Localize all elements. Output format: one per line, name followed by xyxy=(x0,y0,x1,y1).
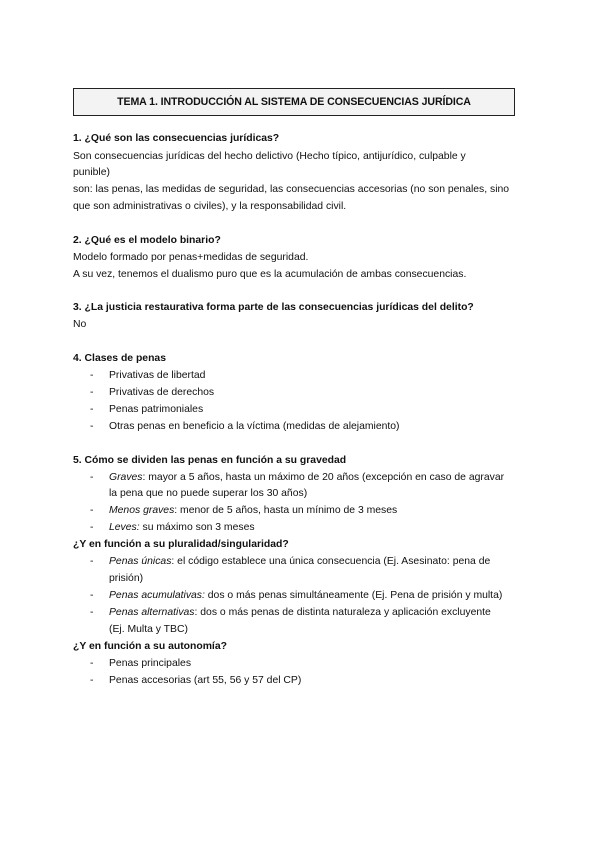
bullet-dash: - xyxy=(90,675,94,686)
list-item xyxy=(90,589,502,602)
list-item xyxy=(90,403,203,416)
bullet-dash: - xyxy=(90,607,94,618)
bullet-dash: - xyxy=(90,387,94,398)
q1-line: punible) xyxy=(73,167,110,178)
document-title: TEMA 1. INTRODUCCIÓN AL SISTEMA DE CONSECUENCIAS JURÍDICA xyxy=(73,88,515,116)
list-item-text: Penas patrimoniales xyxy=(109,404,204,415)
q1-line: Son consecuencias jurídicas del hecho delictivo (Hecho típico, antijurídico, culpable y xyxy=(73,151,466,162)
list-item-term: Penas alternativas xyxy=(109,607,195,618)
q1-heading: 1. ¿Qué son las consecuencias jurídicas? xyxy=(73,133,280,144)
list-item-text: su máximo son 3 meses xyxy=(139,522,255,533)
list-item xyxy=(90,504,397,517)
list-item-text: : el código establece una única consecuencia (Ej. Asesinato: pena de xyxy=(171,556,491,567)
list-item-text: Penas principales xyxy=(109,658,192,669)
list-item xyxy=(90,657,191,670)
list-item xyxy=(90,521,255,534)
bullet-dash: - xyxy=(90,658,94,669)
q3-answer: No xyxy=(73,319,87,330)
q2-line: Modelo formado por penas+medidas de seguridad. xyxy=(73,252,309,263)
list-item xyxy=(90,674,301,687)
list-item-continuation: prisión) xyxy=(109,573,144,584)
bullet-dash: - xyxy=(90,505,94,516)
bullet-dash: - xyxy=(90,472,94,483)
list-item-text: Privativas de libertad xyxy=(109,370,206,381)
list-item xyxy=(90,369,205,382)
list-item-continuation: la pena que no puede superar los 30 años) xyxy=(109,488,308,499)
list-item xyxy=(90,555,490,568)
bullet-dash: - xyxy=(90,370,94,381)
list-item xyxy=(90,471,504,484)
list-item-term: Menos graves xyxy=(109,505,175,516)
q4-heading: 4. Clases de penas xyxy=(73,353,166,364)
list-item-continuation: (Ej. Multa y TBC) xyxy=(109,624,188,635)
list-item-text: : mayor a 5 años, hasta un máximo de 20 años (excepción en caso de agravar xyxy=(142,472,505,483)
bullet-dash: - xyxy=(90,556,94,567)
list-item-text: : menor de 5 años, hasta un mínimo de 3 meses xyxy=(174,505,398,516)
list-item xyxy=(90,606,491,619)
q1-line: que son administrativas o civiles), y la responsabilidad civil. xyxy=(73,201,347,212)
q2-heading: 2. ¿Qué es el modelo binario? xyxy=(73,235,221,246)
list-item xyxy=(90,420,400,433)
q5-heading: 5. Cómo se dividen las penas en función a su gravedad xyxy=(73,455,347,466)
q3-heading: 3. ¿La justicia restaurativa forma parte de las consecuencias jurídicas del delito? xyxy=(73,302,474,313)
list-item-text: Penas accesorias (art 55, 56 y 57 del CP) xyxy=(109,675,302,686)
list-item-term: Penas acumulativas: xyxy=(109,590,205,601)
list-item-term: Leves: xyxy=(109,522,140,533)
list-item-text: Otras penas en beneficio a la víctima (medidas de alejamiento) xyxy=(109,421,400,432)
list-item xyxy=(90,386,214,399)
autonomia-heading: ¿Y en función a su autonomía? xyxy=(73,641,227,652)
bullet-dash: - xyxy=(90,421,94,432)
list-item-term: Penas únicas xyxy=(109,556,172,567)
bullet-dash: - xyxy=(90,590,94,601)
q2-line: A su vez, tenemos el dualismo puro que es la acumulación de ambas consecuencias. xyxy=(73,269,467,280)
list-item-text: : dos o más penas de distinta naturaleza y aplicación excluyente xyxy=(194,607,491,618)
list-item-text: dos o más penas simultáneamente (Ej. Pena de prisión y multa) xyxy=(204,590,503,601)
pluralidad-heading: ¿Y en función a su pluralidad/singularidad? xyxy=(73,539,289,550)
bullet-dash: - xyxy=(90,522,94,533)
list-item-term: Graves xyxy=(109,472,143,483)
q1-line: son: las penas, las medidas de seguridad, las consecuencias accesorias (no son penales, sino xyxy=(73,184,510,195)
bullet-dash: - xyxy=(90,404,94,415)
list-item-text: Privativas de derechos xyxy=(109,387,215,398)
